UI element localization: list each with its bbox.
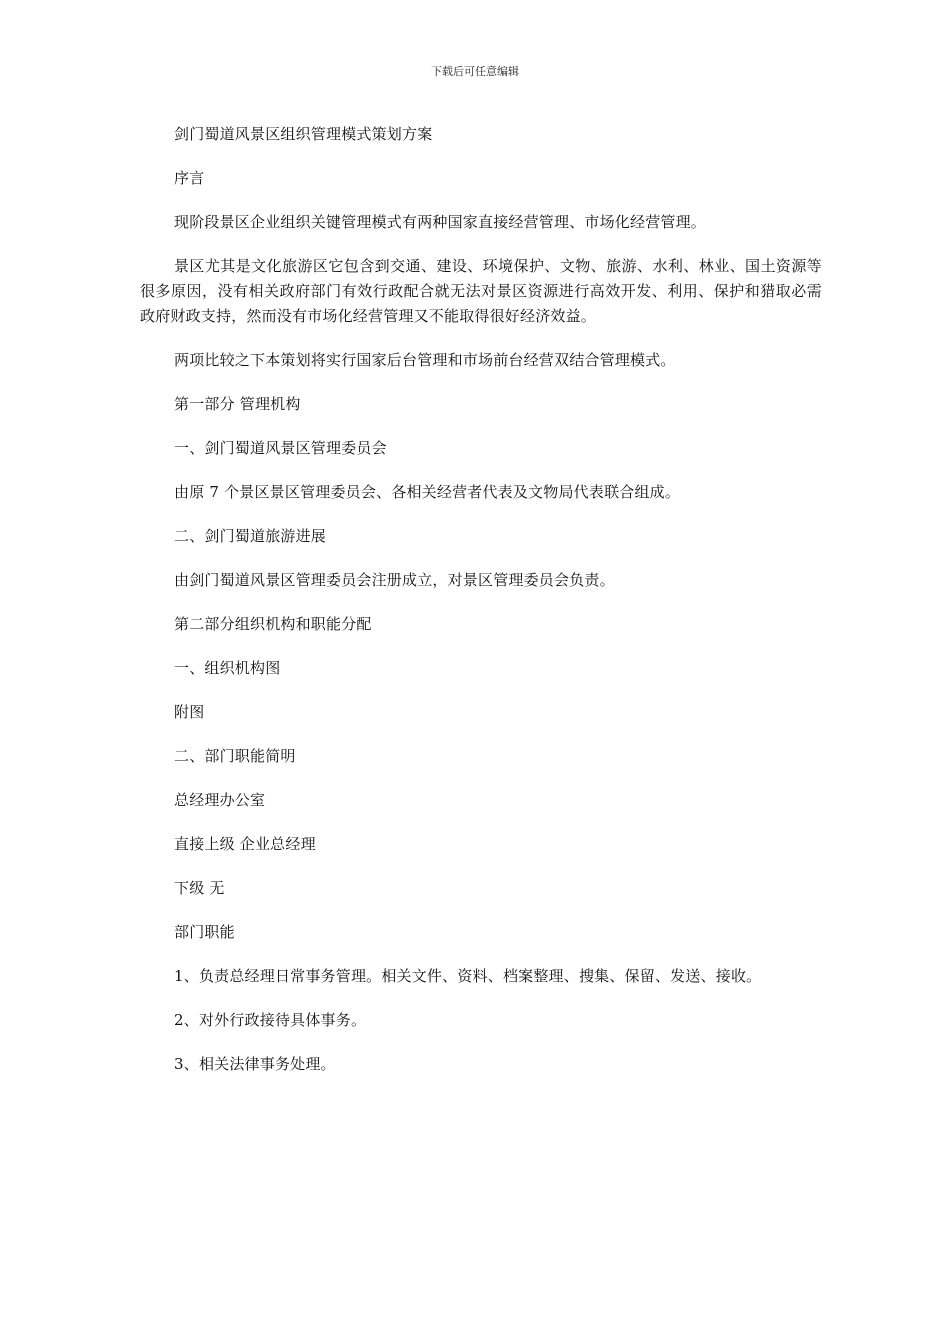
paragraph: 现阶段景区企业组织关键管理模式有两种国家直接经营管理、市场化经营管理。: [174, 213, 707, 231]
section-heading-preface: 序言: [174, 169, 205, 187]
department-name: 总经理办公室: [174, 791, 266, 809]
section-heading: 第一部分 管理机构: [174, 395, 301, 413]
list-item: 3、相关法律事务处理。: [174, 1055, 336, 1073]
paragraph: 由原 7 个景区景区管理委员会、各相关经营者代表及文物局代表联合组成。: [174, 483, 681, 501]
paragraph: 附图: [174, 703, 205, 721]
paragraph: 直接上级 企业总经理: [174, 835, 316, 853]
paragraph: 部门职能: [174, 923, 235, 941]
list-item: 2、对外行政接待具体事务。: [174, 1011, 367, 1029]
document-body: [140, 122, 822, 1096]
subsection-heading: 二、剑门蜀道旅游进展: [174, 527, 327, 545]
paragraph: 两项比较之下本策划将实行国家后台管理和市场前台经营双结合管理模式。: [174, 351, 676, 369]
section-heading: 第二部分组织机构和职能分配: [174, 615, 372, 633]
paragraph: 下级 无: [174, 879, 225, 897]
list-item: 1、负责总经理日常事务管理。相关文件、资料、档案整理、搜集、保留、发送、接收。: [174, 967, 762, 985]
subsection-heading: 一、组织机构图: [174, 659, 281, 677]
subsection-heading: 二、部门职能简明: [174, 747, 296, 765]
paragraph: 由剑门蜀道风景区管理委员会注册成立，对景区管理委员会负责。: [174, 571, 615, 589]
page-header: 下载后可任意编辑: [431, 65, 519, 78]
subsection-heading: 一、剑门蜀道风景区管理委员会: [174, 439, 387, 457]
document-title: 剑门蜀道风景区组织管理模式策划方案: [174, 125, 433, 143]
paragraph: 景区尤其是文化旅游区它包含到交通、建设、环境保护、文物、旅游、水利、林业、国土资源等很多原因，没有相关政府部门有效行政配合就无法对景区资源进行高效开发、利用、保护和猎取必需政府财政支持，然而没有市场化经营管理又不能取得很好经济效益。: [140, 257, 822, 325]
